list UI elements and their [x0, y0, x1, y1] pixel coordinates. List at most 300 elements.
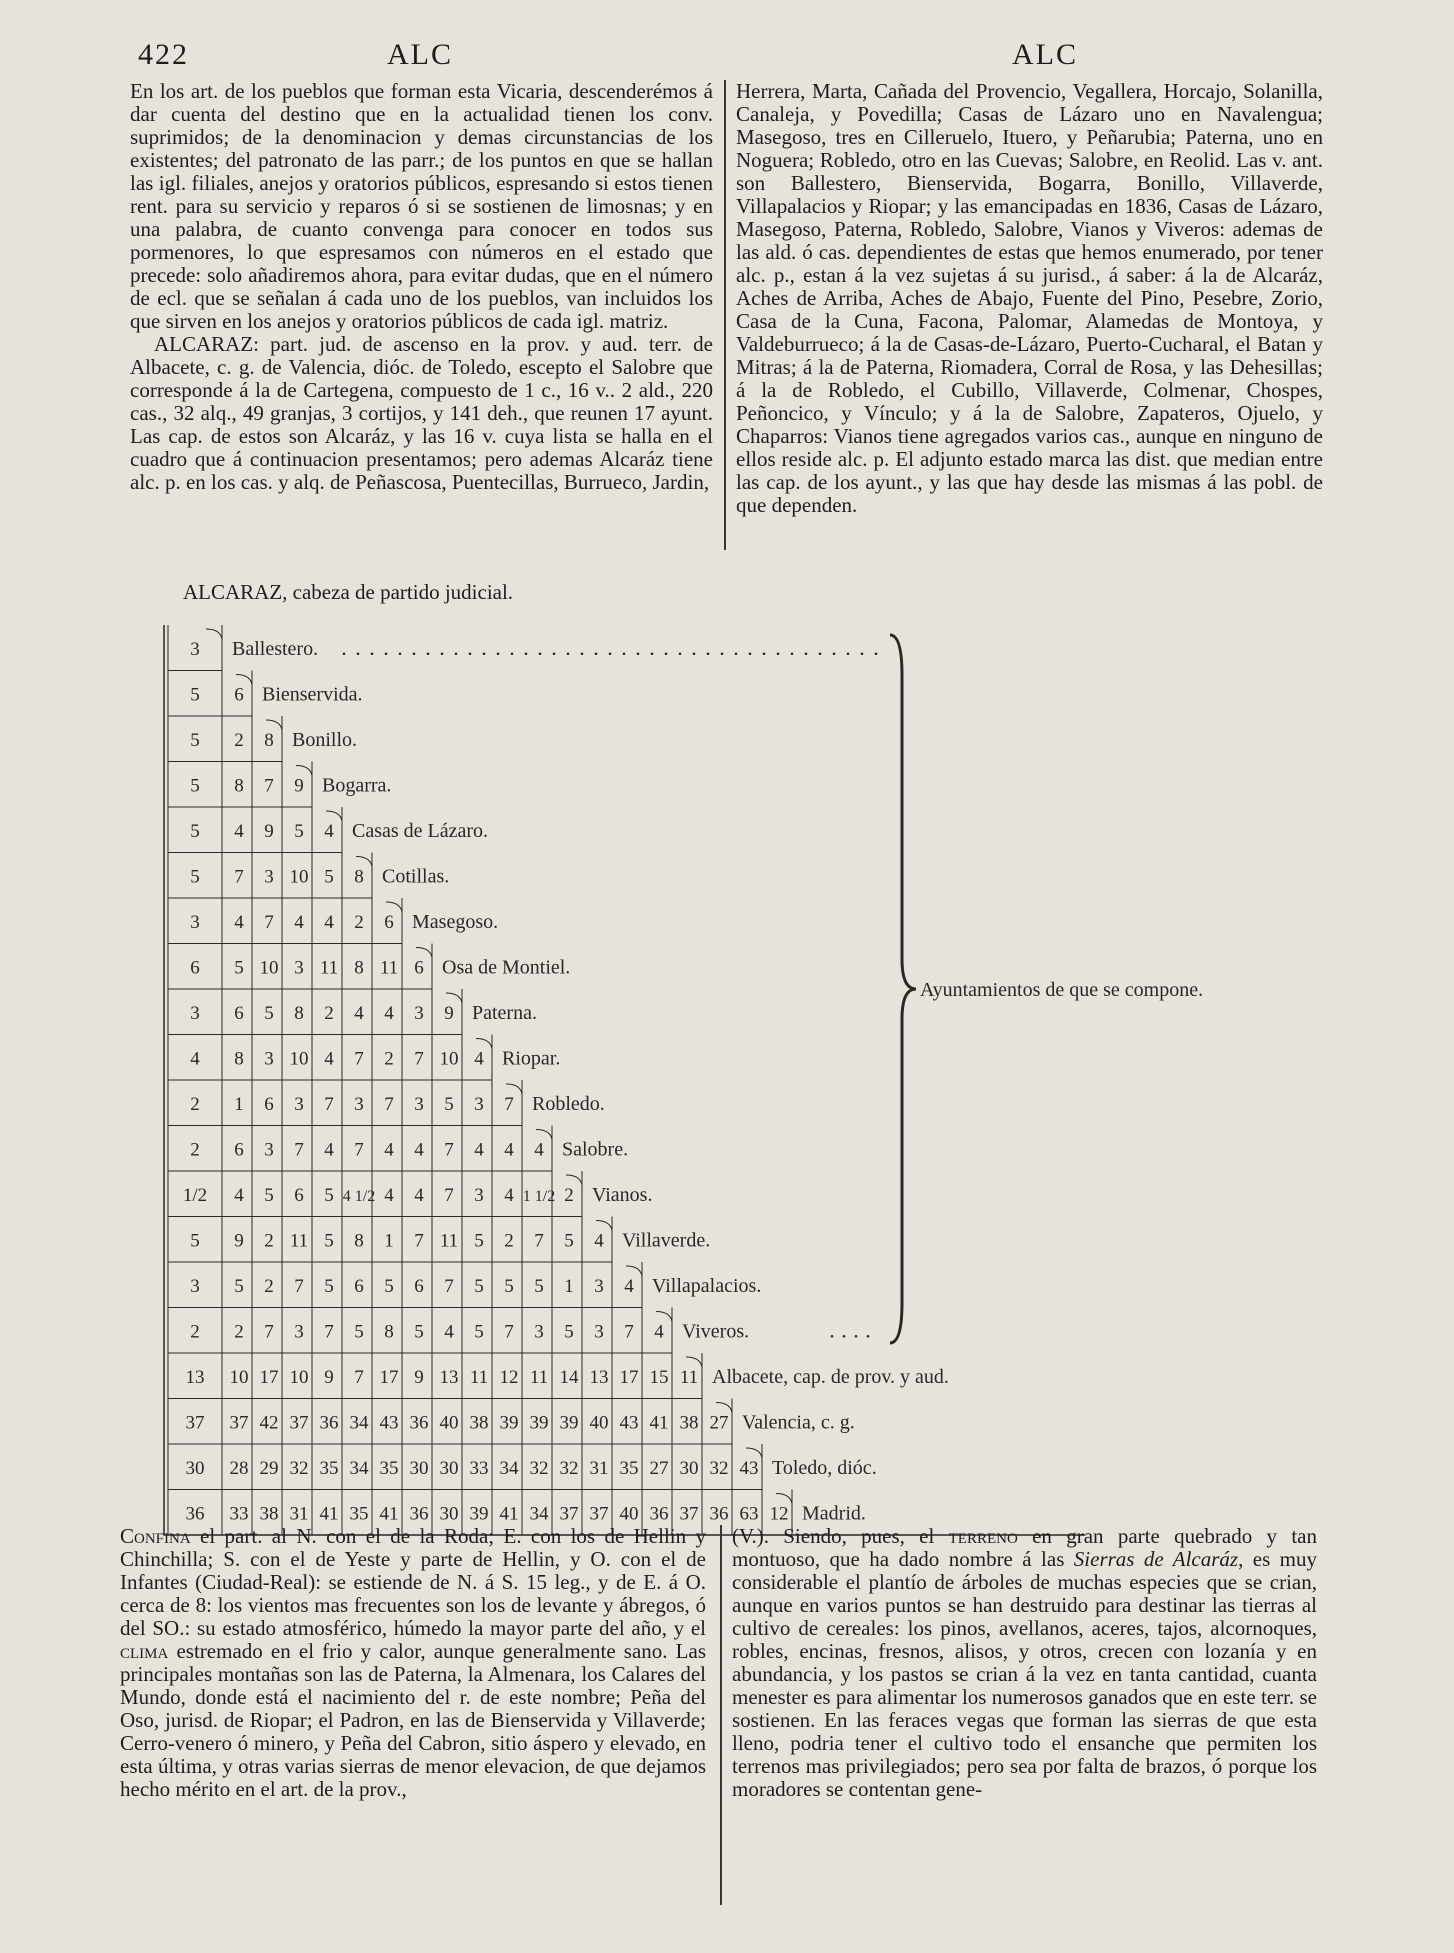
distance-cell: 1/2 [182, 1184, 208, 1206]
distance-cell: 5 [234, 957, 244, 979]
leader-dot [875, 652, 878, 655]
distance-cell: 5 [354, 1321, 364, 1343]
distance-cell: 36 [409, 1503, 429, 1525]
leader-dot [735, 652, 738, 655]
distance-cell: 4 [384, 1184, 394, 1206]
distance-cell: 17 [379, 1366, 399, 1388]
distance-cell: 38 [469, 1412, 489, 1434]
distance-cell: 4 [324, 1048, 334, 1070]
distance-cell: 4 [444, 1321, 454, 1343]
distance-cell: 34 [499, 1457, 519, 1479]
leader-dot [679, 652, 682, 655]
distance-cell: 8 [354, 866, 364, 888]
leader-dot [749, 652, 752, 655]
distance-cell: 39 [529, 1412, 549, 1434]
leader-dot [385, 652, 388, 655]
distance-cell: 5 [190, 820, 200, 842]
leader-dot [707, 652, 710, 655]
distance-cell: 36 [649, 1503, 669, 1525]
distance-cell: 6 [354, 1275, 364, 1297]
stair-hook [386, 902, 402, 912]
distance-cell: 9 [234, 1230, 244, 1252]
distance-cell: 37 [229, 1412, 249, 1434]
distance-cell: 4 [234, 1184, 244, 1206]
stair-hook [506, 1084, 522, 1094]
distance-cell: 43 [739, 1457, 759, 1479]
distance-cell: 4 [624, 1275, 634, 1297]
distance-cell: 63 [739, 1503, 759, 1525]
distance-cell: 6 [190, 957, 200, 979]
distance-cell: 38 [259, 1503, 279, 1525]
distance-cell: 41 [499, 1503, 519, 1525]
stair-hook [566, 1175, 582, 1185]
table-title: ALCARAZ, cabeza de partido judicial. [183, 580, 514, 604]
leader-dot [399, 652, 402, 655]
distance-cell: 6 [414, 1275, 424, 1297]
leader-dot [469, 652, 472, 655]
leader-dot [831, 1335, 834, 1338]
distance-cell: 2 [190, 1093, 200, 1115]
leader-dot [693, 652, 696, 655]
distance-cell: 4 [414, 1184, 424, 1206]
distance-cell: 11 [289, 1230, 309, 1252]
brace-label: Ayuntamientos de que se compone. [920, 979, 1204, 1001]
distance-cell: 1 [384, 1230, 394, 1252]
distance-cell: 8 [354, 957, 364, 979]
distance-cell: 4 [324, 820, 334, 842]
confina-text: el part. al N. con el de la Roda; E. con los de Hellin y Chinchilla; S. con el de Yeste y parte de Hellin, y O. con el de Infantes (Ciudad-Real): se estiende de N. á S. 15 leg., y de E. á O. cerca de 8: los vientos mas frecuentes son los de levante y ábregos, ó del SO.: su estado atmosférico, húmedo la mayor parte del año, y el [120, 1524, 706, 1640]
distance-cell: 30 [439, 1503, 459, 1525]
distance-cell: 6 [264, 1093, 274, 1115]
leader-dot [497, 652, 500, 655]
distance-cell: 39 [469, 1503, 489, 1525]
distance-cell: 4 [504, 1184, 514, 1206]
leader-dot [843, 1335, 846, 1338]
distance-cell: 9 [414, 1366, 424, 1388]
distance-cell: 36 [709, 1503, 729, 1525]
distance-cell: 2 [190, 1321, 200, 1343]
distance-cell: 5 [324, 1184, 334, 1206]
stair-hook [326, 811, 342, 821]
alcaraz-paragraph: ALCARAZ: part. jud. de ascenso en la prov. y aud. terr. de Albacete, c. g. de Valencia, dióc. de Toledo, escepto el Salobre que corresponde á la de Cartegena, compuesto de 1 c., 16 v.. 2 ald., 220 cas., 32 alq., 49 granjas, 3 cortijos, y 141 deh., que reunen 17 ayunt. Las cap. de estos son Alcaráz, y las 16 v. cuya lista se halla en el cuadro que á continuacion presentamos; pero ademas Alcaráz tiene alc. p. en los cas. y alq. de Peñascosa, Puentecillas, Burrueco, Jardin, [130, 332, 713, 494]
distance-cell: 4 [474, 1139, 484, 1161]
distance-cell: 4 [594, 1230, 604, 1252]
leader-dot [511, 652, 514, 655]
town-name: Bonillo. [292, 728, 358, 751]
distance-cell: 4 [234, 820, 244, 842]
distance-cell: 40 [589, 1412, 609, 1434]
distance-cell: 7 [444, 1275, 454, 1297]
header-left-title: ALC [387, 38, 453, 71]
distance-cell: 4 [234, 911, 244, 933]
distance-cell: 11 [679, 1366, 699, 1388]
leader-dot [665, 652, 668, 655]
distance-cell: 7 [504, 1321, 514, 1343]
distance-cell: 33 [469, 1457, 489, 1479]
distance-cell: 34 [529, 1503, 549, 1525]
distance-cell: 4 [324, 911, 334, 933]
distance-cell: 7 [354, 1366, 364, 1388]
leader-dot [651, 652, 654, 655]
distance-cell: 8 [384, 1321, 394, 1343]
distance-cell: 12 [499, 1366, 519, 1388]
terreno-text-1: (V.). Siendo, pues, el [732, 1524, 949, 1548]
town-name: Madrid. [802, 1502, 866, 1525]
town-name: Paterna. [472, 1001, 537, 1024]
distance-cell: 35 [319, 1457, 339, 1479]
clima-word: clima [120, 1639, 169, 1663]
distance-cell: 36 [409, 1412, 429, 1434]
distance-cell: 1 [564, 1275, 574, 1297]
leader-dot [777, 652, 780, 655]
distance-cell: 43 [619, 1412, 639, 1434]
distance-cell: 33 [229, 1503, 249, 1525]
leader-dot [721, 652, 724, 655]
distance-cell: 7 [324, 1093, 334, 1115]
leader-dot [595, 652, 598, 655]
leader-dot [609, 652, 612, 655]
stair-hook [266, 720, 282, 730]
distance-cell: 4 [504, 1139, 514, 1161]
leader-dot [819, 652, 822, 655]
distance-cell: 5 [564, 1230, 574, 1252]
distance-cell: 5 [190, 684, 200, 706]
distance-cell: 8 [294, 1002, 304, 1024]
distance-cell: 5 [190, 1230, 200, 1252]
distance-cell: 7 [624, 1321, 634, 1343]
distance-cell: 41 [319, 1503, 339, 1525]
leader-dot [427, 652, 430, 655]
distance-cell: 7 [294, 1139, 304, 1161]
distance-cell: 37 [289, 1412, 309, 1434]
distance-cell: 8 [264, 729, 274, 751]
distance-cell: 3 [474, 1093, 484, 1115]
distance-cell: 7 [354, 1139, 364, 1161]
distance-cell: 7 [384, 1093, 394, 1115]
distance-cell: 2 [264, 1230, 274, 1252]
distance-cell: 5 [414, 1321, 424, 1343]
terreno-text-3: , es muy considerable el plantío de árboles de muchas especies que se crian, aunque en varios puntos se han destruido para destinar las tierras al cultivo de cereales: los pinos, avellanos, aceres, tajos, alcornoques, robles, encinas, fresnos, alisos, y otros, crecen con lozanía y en abundancia, y los pastos se crian á la vez en tanta cantidad, cuanta menester es para alimentar los numerosos ganados que en este terr. se sostienen. En las feraces vegas que forman las sierras de que esta lleno, podria tener el cultivo todo el ensanche que permiten los terrenos mas privilegiados; pero sea por falta de brazos, ó porque los moradores se contentan gene- [732, 1547, 1317, 1801]
distance-cell: 11 [379, 957, 399, 979]
distance-cell: 40 [619, 1503, 639, 1525]
stair-hook [596, 1221, 612, 1231]
header-right-title: ALC [1012, 38, 1078, 71]
distance-cell: 5 [474, 1321, 484, 1343]
distance-cell: 3 [190, 638, 200, 660]
distance-cell: 32 [559, 1457, 579, 1479]
leader-dot [581, 652, 584, 655]
distance-cell: 11 [469, 1366, 489, 1388]
distance-cell: 17 [259, 1366, 279, 1388]
stair-hook [716, 1403, 732, 1413]
distance-cell: 5 [564, 1321, 574, 1343]
distance-cell: 34 [349, 1412, 369, 1434]
distance-cell: 10 [289, 866, 309, 888]
distance-cell: 9 [294, 775, 304, 797]
distance-cell: 15 [649, 1366, 669, 1388]
distance-cell: 32 [709, 1457, 729, 1479]
distance-cell: 2 [384, 1048, 394, 1070]
distance-cell: 4 [294, 911, 304, 933]
leader-dot [343, 652, 346, 655]
stair-hook [446, 993, 462, 1003]
distance-cell: 3 [594, 1275, 604, 1297]
town-name: Viveros. [682, 1320, 750, 1343]
distance-cell: 3 [414, 1093, 424, 1115]
town-name: Cotillas. [382, 865, 450, 888]
distance-cell: 3 [190, 1275, 200, 1297]
distance-cell: 6 [234, 684, 244, 706]
distance-cell: 2 [504, 1230, 514, 1252]
leader-dot [623, 652, 626, 655]
distance-cell: 3 [294, 957, 304, 979]
town-name: Bienservida. [262, 683, 363, 706]
continuation-paragraph: Herrera, Marta, Cañada del Provencio, Vegallera, Horcajo, Solanilla, Canaleja, y Povedilla; Casas de Lázaro uno en Navalengua; Masegoso, tres en Cilleruelo, Ituero, y Peñarubia; Paterna, uno en Noguera; Robledo, otro en las Cuevas; Salobre, en Reolid. Las v. ant. son Ballestero, Bienservida, Bogarra, Bonillo, Villaverde, Villapalacios y Riopar; y las emancipadas en 1836, Casas de Lázaro, Masegoso, Paterna, Robledo, Salobre, Vianos y Viveros: ademas de las ald. ó cas. dependientes de estas que hemos enumerado, por tener alc. p., estan á la vez sujetas á su jurisd., á saber: á la de Alcaráz, Aches de Arriba, Aches de Abajo, Fuente del Pino, Pesebre, Zorio, Casa de la Cuna, Facona, Palomar, Alamedas de Montoya, y Valdeburrueco; á la de Casas-de-Lázaro, Puerto-Cucharal, el Batan y Mitras; á la de Paterna, Riomadera, Corral de Rosa, y las Dehesillas; á la de Robledo, el Cubillo, Villaverde, Colmenar, Chospes, Peñoncico, y Vínculo; y á la de Salobre, Zapateros, Ojuelo, y Chaparros: Vianos tiene agregados varios cas., aunque en ninguno de ellos reside alc. p. El adjunto estado marca las dist. que median entre las cap. de los ayunt., y las que hay desde las mismas á las pobl. de que dependen. [736, 79, 1323, 517]
distance-cell: 31 [289, 1503, 309, 1525]
distance-cell: 3 [264, 1139, 274, 1161]
distance-cell: 6 [294, 1184, 304, 1206]
distance-cell: 42 [259, 1412, 279, 1434]
leader-dot [791, 652, 794, 655]
distance-cell: 2 [564, 1184, 574, 1206]
distance-cell: 3 [190, 1002, 200, 1024]
distance-cell: 5 [384, 1275, 394, 1297]
town-name: Riopar. [502, 1047, 561, 1070]
distance-cell: 3 [294, 1093, 304, 1115]
confina-lead: Confina [120, 1524, 191, 1548]
leader-dot [867, 1335, 870, 1338]
distance-cell: 13 [589, 1366, 609, 1388]
distance-cell: 6 [384, 911, 394, 933]
stair-hook [656, 1312, 672, 1322]
distance-cell: 30 [409, 1457, 429, 1479]
distance-cell: 13 [439, 1366, 459, 1388]
distance-cell: 7 [414, 1230, 424, 1252]
leader-dot [483, 652, 486, 655]
vicaria-paragraph: En los art. de los pueblos que forman esta Vicaria, descenderémos á dar cuenta del destino que en la actualidad tienen los conv. suprimidos; de la denominacion y demas circunstancias de los existentes; del patronato de las parr.; de los puntos en que se hallan las igl. filiales, anejos y oratorios públicos, espresando si estos tienen rent. para su servicio y reparos ó si se sostienen de limosnas; y en una palabra, de cuanto convenga para conocer en todos sus pormenores, lo que espresamos con números en el estado que precede: solo añadiremos ahora, para evitar dudas, que en el número de ecl. que se señalan á cada uno de los pueblos, van incluidos los que sirven en los anejos y oratorios públicos de cada igl. matriz. [130, 79, 713, 333]
stair-hook [416, 948, 432, 958]
distance-cell: 30 [185, 1457, 205, 1479]
distance-cell: 8 [234, 1048, 244, 1070]
distance-cell: 8 [234, 775, 244, 797]
leader-dot [833, 652, 836, 655]
distance-cell: 4 [654, 1321, 664, 1343]
leader-dot [637, 652, 640, 655]
distance-cell: 7 [534, 1230, 544, 1252]
leader-dot [413, 652, 416, 655]
distance-cell: 7 [234, 866, 244, 888]
distance-cell: 31 [589, 1457, 609, 1479]
distance-cell: 41 [379, 1503, 399, 1525]
distance-cell: 5 [474, 1230, 484, 1252]
distance-cell: 38 [679, 1412, 699, 1434]
page-number: 422 [138, 38, 189, 71]
distance-cell: 5 [190, 866, 200, 888]
leader-dot [855, 1335, 858, 1338]
distance-cell: 5 [324, 1275, 334, 1297]
town-name: Villapalacios. [652, 1274, 762, 1297]
leader-dot [567, 652, 570, 655]
distance-cell: 5 [324, 1230, 334, 1252]
distance-cell: 1 [234, 1093, 244, 1115]
stair-hook [296, 766, 312, 776]
distance-cell: 2 [264, 1275, 274, 1297]
distance-cell: 4 [474, 1048, 484, 1070]
stair-hook [686, 1357, 702, 1367]
distance-cell: 39 [559, 1412, 579, 1434]
distance-cell: 27 [709, 1412, 729, 1434]
distance-cell: 3 [264, 866, 274, 888]
stair-hook [206, 629, 222, 639]
town-name: Salobre. [562, 1138, 629, 1161]
terreno-text-2: en gran parte quebrado y tan montuoso, que ha dado nombre á las [732, 1524, 1317, 1571]
stair-hook [626, 1266, 642, 1276]
town-name: Villaverde. [622, 1229, 711, 1252]
distance-cell: 7 [264, 775, 274, 797]
distance-cell: 12 [769, 1503, 789, 1525]
distance-cell: 3 [474, 1184, 484, 1206]
distance-cell: 34 [349, 1457, 369, 1479]
distance-cell: 37 [679, 1503, 699, 1525]
distance-cell: 5 [444, 1093, 454, 1115]
distance-cell: 9 [324, 1366, 334, 1388]
distance-cell: 36 [185, 1503, 205, 1525]
distance-cell: 11 [529, 1366, 549, 1388]
distance-cell: 7 [444, 1184, 454, 1206]
distance-cell: 7 [264, 1321, 274, 1343]
distance-cell: 5 [190, 729, 200, 751]
town-name: Valencia, c. g. [742, 1411, 855, 1434]
leader-dot [357, 652, 360, 655]
confina-text-2: estremado en el frio y calor, aunque generalmente sano. Las principales montañas son las de Paterna, la Almenara, los Calares del Mundo, donde está el nacimiento del r. de este nombre; Peña del Oso, jurisd. de Riopar; el Padron, en las de Bienservida y Villaverde; Cerro-venero ó minero, y Peña del Cabron, sitio áspero y elevado, en esta última, y otras varias sierras de menor elevacion, de que dejamos hecho mérito en el art. de la prov., [120, 1639, 706, 1801]
stair-hook [776, 1494, 792, 1504]
leader-dot [539, 652, 542, 655]
distance-cell: 4 [414, 1139, 424, 1161]
distance-cell: 5 [264, 1002, 274, 1024]
distance-cell: 29 [259, 1457, 279, 1479]
distance-cell: 5 [264, 1184, 274, 1206]
leader-dot [805, 652, 808, 655]
bottom-right-column [732, 1525, 1317, 1905]
leader-dot [763, 652, 766, 655]
leader-dot [861, 652, 864, 655]
distance-cell: 5 [474, 1275, 484, 1297]
distance-cell: 3 [264, 1048, 274, 1070]
distance-cell: 6 [414, 957, 424, 979]
terreno-paragraph [732, 1525, 1317, 1801]
distance-cell: 4 [384, 1002, 394, 1024]
stair-hook [746, 1448, 762, 1458]
distance-cell: 4 [384, 1139, 394, 1161]
town-name: Robledo. [532, 1092, 605, 1115]
column-divider-bottom [720, 1525, 722, 1905]
distance-cell: 39 [499, 1412, 519, 1434]
distance-cell: 32 [289, 1457, 309, 1479]
distance-cell: 3 [294, 1321, 304, 1343]
distance-cell: 4 [354, 1002, 364, 1024]
town-name: Toledo, dióc. [772, 1456, 877, 1479]
distance-cell: 3 [414, 1002, 424, 1024]
town-name: Masegoso. [412, 910, 499, 933]
distance-cell: 43 [379, 1412, 399, 1434]
distance-cell: 40 [439, 1412, 459, 1434]
distance-cell: 35 [379, 1457, 399, 1479]
distance-cell: 9 [264, 820, 274, 842]
distance-cell: 4 [534, 1139, 544, 1161]
distance-cell: 36 [319, 1412, 339, 1434]
distance-cell: 37 [185, 1412, 205, 1434]
distance-cell: 7 [294, 1275, 304, 1297]
distance-cell: 32 [529, 1457, 549, 1479]
town-name: Ballestero. [232, 637, 319, 660]
town-name: Osa de Montiel. [442, 956, 571, 979]
distance-cell: 7 [264, 911, 274, 933]
distance-cell: 6 [234, 1002, 244, 1024]
distance-cell: 7 [414, 1048, 424, 1070]
distance-cell: 2 [234, 729, 244, 751]
distance-cell: 7 [324, 1321, 334, 1343]
distance-cell: 4 [324, 1139, 334, 1161]
distance-cell: 13 [185, 1366, 205, 1388]
distance-cell: 4 [190, 1048, 200, 1070]
stair-hook [476, 1039, 492, 1049]
distance-cell: 35 [349, 1503, 369, 1525]
distance-cell: 5 [324, 866, 334, 888]
distance-cell: 28 [229, 1457, 249, 1479]
distance-cell: 4 1/2 [342, 1187, 376, 1205]
sierras-name: Sierras de Alcaráz [1073, 1547, 1239, 1571]
distance-cell: 5 [294, 820, 304, 842]
town-name: Albacete, cap. de prov. y aud. [712, 1365, 949, 1388]
distance-cell: 3 [534, 1321, 544, 1343]
terreno-word: terreno [948, 1524, 1018, 1548]
distance-cell: 30 [439, 1457, 459, 1479]
distance-cell: 30 [679, 1457, 699, 1479]
town-name: Casas de Lázaro. [352, 819, 489, 842]
distance-cell: 10 [289, 1366, 309, 1388]
town-name: Bogarra. [322, 774, 392, 797]
distance-cell: 5 [190, 775, 200, 797]
leader-dot [441, 652, 444, 655]
leader-dot [371, 652, 374, 655]
leader-dot [847, 652, 850, 655]
distance-cell: 3 [354, 1093, 364, 1115]
distance-cell: 3 [190, 911, 200, 933]
distance-cell: 37 [559, 1503, 579, 1525]
distance-cell: 5 [534, 1275, 544, 1297]
stair-hook [356, 857, 372, 867]
distance-cell: 35 [619, 1457, 639, 1479]
distance-cell: 41 [649, 1412, 669, 1434]
distance-cell: 11 [439, 1230, 459, 1252]
distance-cell: 5 [504, 1275, 514, 1297]
distance-cell: 3 [594, 1321, 604, 1343]
leader-dot [455, 652, 458, 655]
distance-cell: 10 [439, 1048, 459, 1070]
stair-hook [236, 675, 252, 685]
distance-cell: 2 [354, 911, 364, 933]
distance-cell: 9 [444, 1002, 454, 1024]
distance-cell: 2 [234, 1321, 244, 1343]
distance-cell: 2 [324, 1002, 334, 1024]
stair-hook [536, 1130, 552, 1140]
distance-cell: 37 [589, 1503, 609, 1525]
town-name: Vianos. [592, 1183, 653, 1206]
distance-cell: 7 [504, 1093, 514, 1115]
confina-paragraph [120, 1525, 706, 1801]
leader-dot [525, 652, 528, 655]
bottom-left-column [120, 1525, 706, 1905]
